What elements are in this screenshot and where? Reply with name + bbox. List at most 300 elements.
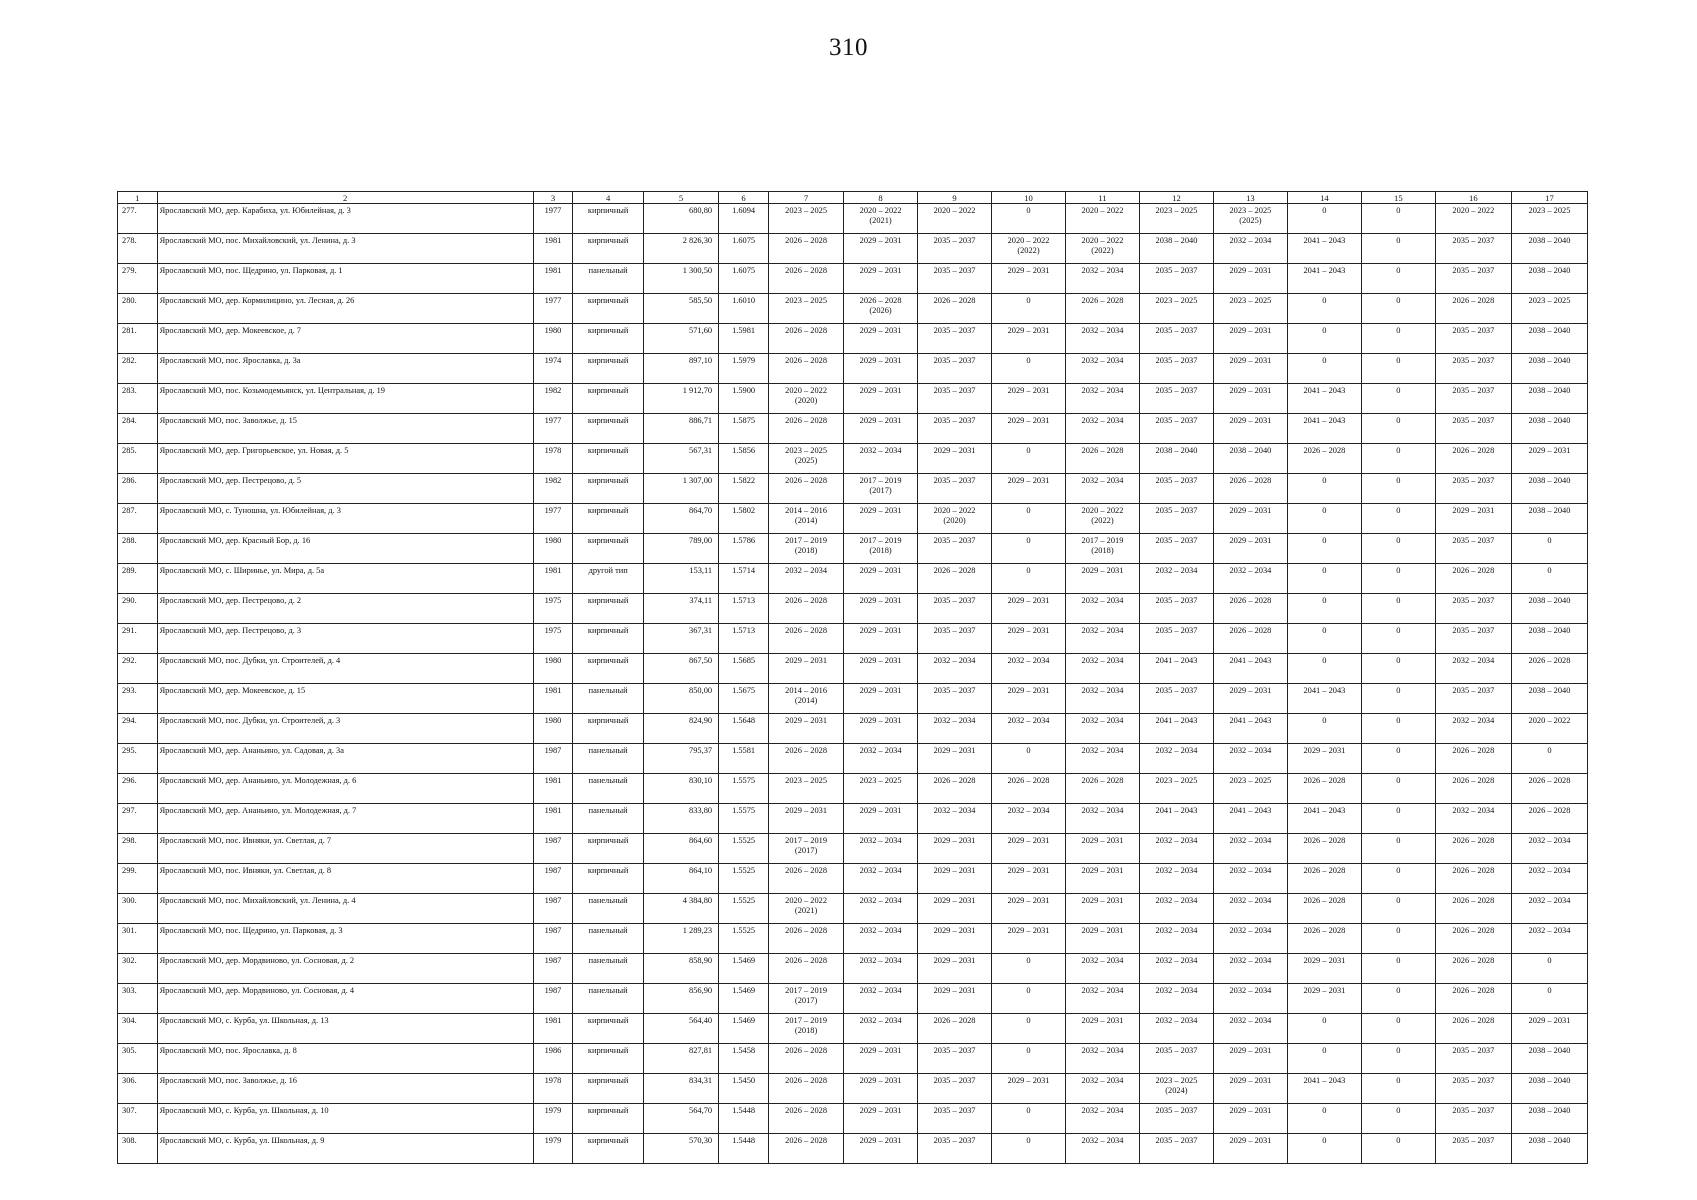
period-basement-cell: 2038 – 2040	[1511, 384, 1587, 414]
area-cell: 897,10	[644, 354, 719, 384]
column-number-9: 9	[918, 192, 992, 204]
period-cold-water-cell: 2032 – 2034	[1139, 984, 1213, 1014]
wall-material-cell: кирпичный	[573, 444, 644, 474]
area-cell: 4 384,80	[644, 894, 719, 924]
address-cell: Ярославский МО, дер. Ананьино, ул. Молодежная, д. 7	[157, 804, 533, 834]
period-hot-water-cell: 2029 – 2031	[1213, 324, 1287, 354]
wall-material-cell: панельный	[573, 774, 644, 804]
table-row	[118, 414, 1588, 444]
period-heating-cell: 2032 – 2034	[1065, 414, 1139, 444]
address-cell: Ярославский МО, пос. Заволжье, д. 15	[157, 414, 533, 444]
area-cell: 824,90	[644, 714, 719, 744]
period-elevator-cell: 2032 – 2034	[992, 804, 1066, 834]
period-hot-water-cell: 2041 – 2043	[1213, 714, 1287, 744]
period-gas-cell: 0	[1361, 444, 1435, 474]
row-number-cell: 291.	[118, 624, 158, 654]
period-electric-cell: 2026 – 2028	[1435, 984, 1511, 1014]
wall-material-cell: кирпичный	[573, 504, 644, 534]
table-row	[118, 324, 1588, 354]
wall-material-cell: кирпичный	[573, 414, 644, 444]
period-roof-cell: 2032 – 2034	[769, 564, 844, 594]
period-foundation-cell: 2032 – 2034	[918, 804, 992, 834]
period-sewerage-cell: 0	[1287, 624, 1361, 654]
wall-material-cell: панельный	[573, 264, 644, 294]
year-built-cell: 1981	[533, 804, 573, 834]
row-number-cell: 278.	[118, 234, 158, 264]
period-roof-cell	[769, 834, 844, 864]
period-basement-cell: 0	[1511, 984, 1587, 1014]
priority-index-cell: 1.5448	[719, 1104, 769, 1134]
period-facade-cell: 2029 – 2031	[844, 1074, 918, 1104]
period-heating-cell: 2029 – 2031	[1065, 894, 1139, 924]
period-hot-water-cell: 2032 – 2034	[1213, 744, 1287, 774]
period-hot-water-cell: 2029 – 2031	[1213, 354, 1287, 384]
period-roof-cell: 2026 – 2028	[769, 324, 844, 354]
completion-year: (2026)	[869, 306, 892, 315]
priority-index-cell: 1.5802	[719, 504, 769, 534]
period-foundation-cell: 2035 – 2037	[918, 324, 992, 354]
period-hot-water-cell: 2029 – 2031	[1213, 684, 1287, 714]
column-number-2: 2	[157, 192, 533, 204]
table-row	[118, 594, 1588, 624]
period-heating-cell: 2032 – 2034	[1065, 624, 1139, 654]
table-row	[118, 474, 1588, 504]
area-cell: 850,00	[644, 684, 719, 714]
completion-year: (2018)	[794, 546, 818, 555]
area-cell: 1 912,70	[644, 384, 719, 414]
year-built-cell: 1980	[533, 534, 573, 564]
period-basement-cell: 0	[1511, 744, 1587, 774]
address-cell: Ярославский МО, дер. Красный Бор, д. 16	[157, 534, 533, 564]
area-cell: 858,90	[644, 954, 719, 984]
period-facade-cell: 2032 – 2034	[844, 954, 918, 984]
column-number-row	[118, 192, 1588, 204]
wall-material-cell: кирпичный	[573, 594, 644, 624]
period-basement-cell: 2023 – 2025	[1511, 294, 1587, 324]
priority-index-cell: 1.5525	[719, 834, 769, 864]
period-elevator-cell: 2029 – 2031	[992, 834, 1066, 864]
period-cold-water-cell: 2035 – 2037	[1139, 1104, 1213, 1134]
table-row	[118, 1104, 1588, 1134]
period-sewerage-cell: 0	[1287, 474, 1361, 504]
period-facade-cell: 2023 – 2025	[844, 774, 918, 804]
period-sewerage-cell: 2026 – 2028	[1287, 894, 1361, 924]
completion-year: (2017)	[794, 846, 818, 855]
period-roof-cell	[769, 444, 844, 474]
period-sewerage-cell: 2041 – 2043	[1287, 264, 1361, 294]
year-built-cell: 1979	[533, 1104, 573, 1134]
area-cell: 864,10	[644, 864, 719, 894]
address-cell: Ярославский МО, пос. Козьмодемьянск, ул. Центральная, д. 19	[157, 384, 533, 414]
address-cell: Ярославский МО, дер. Мордвиново, ул. Сосновая, д. 4	[157, 984, 533, 1014]
period-foundation-cell: 2032 – 2034	[918, 714, 992, 744]
period-electric-cell: 2029 – 2031	[1435, 504, 1511, 534]
period-gas-cell: 0	[1361, 1044, 1435, 1074]
wall-material-cell: кирпичный	[573, 354, 644, 384]
period-roof-cell: 2026 – 2028	[769, 954, 844, 984]
row-number-cell: 305.	[118, 1044, 158, 1074]
period-roof-cell: 2029 – 2031	[769, 804, 844, 834]
area-cell: 571,60	[644, 324, 719, 354]
address-cell: Ярославский МО, пос. Дубки, ул. Строителей, д. 3	[157, 714, 533, 744]
period-sewerage-cell: 2041 – 2043	[1287, 414, 1361, 444]
column-number-11: 11	[1065, 192, 1139, 204]
period-heating-cell: 2032 – 2034	[1065, 594, 1139, 624]
period-foundation-cell: 2035 – 2037	[918, 1134, 992, 1164]
period-cold-water-cell: 2035 – 2037	[1139, 354, 1213, 384]
period-heating-cell: 2032 – 2034	[1065, 324, 1139, 354]
row-number-cell: 280.	[118, 294, 158, 324]
completion-year: (2020)	[794, 396, 818, 405]
row-number-cell: 303.	[118, 984, 158, 1014]
priority-index-cell: 1.5979	[719, 354, 769, 384]
completion-year: (2021)	[794, 906, 818, 915]
priority-index-cell: 1.5856	[719, 444, 769, 474]
period-range: 2017 – 2019	[1081, 536, 1124, 545]
priority-index-cell: 1.5575	[719, 774, 769, 804]
priority-index-cell: 1.5458	[719, 1044, 769, 1074]
period-range: 2020 – 2022	[785, 386, 828, 395]
completion-year: (2014)	[794, 516, 818, 525]
period-roof-cell: 2026 – 2028	[769, 624, 844, 654]
address-cell: Ярославский МО, пос. Щедрино, ул. Парковая, д. 1	[157, 264, 533, 294]
period-foundation-cell: 2035 – 2037	[918, 414, 992, 444]
period-heating-cell: 2026 – 2028	[1065, 774, 1139, 804]
period-heating-cell: 2026 – 2028	[1065, 294, 1139, 324]
period-electric-cell: 2035 – 2037	[1435, 1104, 1511, 1134]
period-foundation-cell: 2029 – 2031	[918, 834, 992, 864]
wall-material-cell: кирпичный	[573, 294, 644, 324]
address-cell: Ярославский МО, пос. Ярославка, д. 3а	[157, 354, 533, 384]
period-sewerage-cell: 0	[1287, 324, 1361, 354]
year-built-cell: 1982	[533, 384, 573, 414]
period-electric-cell: 2035 – 2037	[1435, 354, 1511, 384]
period-gas-cell: 0	[1361, 984, 1435, 1014]
period-heating-cell	[1065, 234, 1139, 264]
table-row	[118, 1044, 1588, 1074]
table-row	[118, 984, 1588, 1014]
column-number-14: 14	[1287, 192, 1361, 204]
column-number-13: 13	[1213, 192, 1287, 204]
period-hot-water-cell: 2041 – 2043	[1213, 654, 1287, 684]
year-built-cell: 1981	[533, 1014, 573, 1044]
table-row	[118, 624, 1588, 654]
period-roof-cell	[769, 384, 844, 414]
address-cell: Ярославский МО, дер. Пестрецово, д. 3	[157, 624, 533, 654]
period-sewerage-cell: 2026 – 2028	[1287, 864, 1361, 894]
area-cell: 567,31	[644, 444, 719, 474]
period-sewerage-cell: 0	[1287, 594, 1361, 624]
period-hot-water-cell: 2032 – 2034	[1213, 984, 1287, 1014]
period-gas-cell: 0	[1361, 384, 1435, 414]
column-number-6: 6	[719, 192, 769, 204]
row-number-cell: 285.	[118, 444, 158, 474]
completion-year: (2025)	[794, 456, 818, 465]
period-elevator-cell: 0	[992, 204, 1066, 234]
period-cold-water-cell: 2035 – 2037	[1139, 384, 1213, 414]
wall-material-cell: кирпичный	[573, 324, 644, 354]
period-heating-cell: 2032 – 2034	[1065, 1104, 1139, 1134]
year-built-cell: 1978	[533, 444, 573, 474]
priority-index-cell: 1.5469	[719, 984, 769, 1014]
period-facade-cell: 2029 – 2031	[844, 1134, 918, 1164]
period-cold-water-cell: 2035 – 2037	[1139, 534, 1213, 564]
address-cell: Ярославский МО, пос. Ивняки, ул. Светлая, д. 8	[157, 864, 533, 894]
period-basement-cell: 2020 – 2022	[1511, 714, 1587, 744]
period-heating-cell: 2032 – 2034	[1065, 1134, 1139, 1164]
period-roof-cell	[769, 1014, 844, 1044]
period-elevator-cell: 2029 – 2031	[992, 384, 1066, 414]
period-electric-cell: 2035 – 2037	[1435, 1044, 1511, 1074]
period-gas-cell: 0	[1361, 804, 1435, 834]
period-elevator-cell: 2029 – 2031	[992, 594, 1066, 624]
row-number-cell: 294.	[118, 714, 158, 744]
table-row	[118, 744, 1588, 774]
period-roof-cell: 2029 – 2031	[769, 654, 844, 684]
period-electric-cell: 2035 – 2037	[1435, 234, 1511, 264]
priority-index-cell: 1.5525	[719, 924, 769, 954]
column-number-3: 3	[533, 192, 573, 204]
period-facade-cell	[844, 294, 918, 324]
wall-material-cell: кирпичный	[573, 1104, 644, 1134]
area-cell: 830,10	[644, 774, 719, 804]
period-hot-water-cell: 2032 – 2034	[1213, 894, 1287, 924]
row-number-cell: 306.	[118, 1074, 158, 1104]
completion-year: (2022)	[1091, 516, 1114, 525]
period-gas-cell: 0	[1361, 324, 1435, 354]
period-range: 2014 – 2016	[785, 686, 828, 695]
table-row	[118, 204, 1588, 234]
period-foundation-cell: 2035 – 2037	[918, 354, 992, 384]
period-sewerage-cell: 0	[1287, 654, 1361, 684]
period-elevator-cell: 2029 – 2031	[992, 894, 1066, 924]
table-body	[118, 192, 1588, 1164]
period-hot-water-cell: 2026 – 2028	[1213, 594, 1287, 624]
period-electric-cell: 2026 – 2028	[1435, 564, 1511, 594]
period-basement-cell: 2038 – 2040	[1511, 504, 1587, 534]
period-electric-cell: 2035 – 2037	[1435, 1134, 1511, 1164]
period-range: 2026 – 2028	[859, 296, 902, 305]
period-electric-cell: 2035 – 2037	[1435, 474, 1511, 504]
period-roof-cell: 2026 – 2028	[769, 864, 844, 894]
period-basement-cell: 2038 – 2040	[1511, 414, 1587, 444]
period-basement-cell: 2023 – 2025	[1511, 204, 1587, 234]
period-gas-cell: 0	[1361, 954, 1435, 984]
row-number-cell: 279.	[118, 264, 158, 294]
row-number-cell: 307.	[118, 1104, 158, 1134]
address-cell: Ярославский МО, пос. Михайловский, ул. Ленина, д. 4	[157, 894, 533, 924]
period-facade-cell: 2032 – 2034	[844, 984, 918, 1014]
table-row	[118, 834, 1588, 864]
period-foundation-cell: 2035 – 2037	[918, 1074, 992, 1104]
period-roof-cell: 2026 – 2028	[769, 1044, 844, 1074]
period-cold-water-cell: 2032 – 2034	[1139, 864, 1213, 894]
period-hot-water-cell: 2029 – 2031	[1213, 264, 1287, 294]
period-elevator-cell: 2029 – 2031	[992, 474, 1066, 504]
row-number-cell: 277.	[118, 204, 158, 234]
period-roof-cell	[769, 984, 844, 1014]
period-sewerage-cell: 2041 – 2043	[1287, 804, 1361, 834]
period-heating-cell: 2029 – 2031	[1065, 1014, 1139, 1044]
period-facade-cell: 2029 – 2031	[844, 684, 918, 714]
period-cold-water-cell: 2035 – 2037	[1139, 414, 1213, 444]
period-facade-cell: 2029 – 2031	[844, 1044, 918, 1074]
period-elevator-cell: 2029 – 2031	[992, 684, 1066, 714]
period-gas-cell: 0	[1361, 894, 1435, 924]
period-elevator-cell: 2029 – 2031	[992, 414, 1066, 444]
period-heating-cell: 2029 – 2031	[1065, 924, 1139, 954]
row-number-cell: 283.	[118, 384, 158, 414]
period-gas-cell: 0	[1361, 744, 1435, 774]
address-cell: Ярославский МО, пос. Ярославка, д. 8	[157, 1044, 533, 1074]
table-row	[118, 444, 1588, 474]
priority-index-cell: 1.5450	[719, 1074, 769, 1104]
period-foundation-cell: 2035 – 2037	[918, 1044, 992, 1074]
area-cell: 833,80	[644, 804, 719, 834]
period-sewerage-cell: 2029 – 2031	[1287, 954, 1361, 984]
period-facade-cell: 2029 – 2031	[844, 1104, 918, 1134]
period-gas-cell: 0	[1361, 474, 1435, 504]
period-range: 2017 – 2019	[785, 836, 828, 845]
period-basement-cell: 2038 – 2040	[1511, 594, 1587, 624]
period-cold-water-cell: 2035 – 2037	[1139, 684, 1213, 714]
period-cold-water-cell: 2032 – 2034	[1139, 924, 1213, 954]
period-electric-cell: 2026 – 2028	[1435, 294, 1511, 324]
period-roof-cell: 2023 – 2025	[769, 204, 844, 234]
year-built-cell: 1974	[533, 354, 573, 384]
period-cold-water-cell: 2023 – 2025	[1139, 774, 1213, 804]
priority-index-cell: 1.6075	[719, 234, 769, 264]
period-heating-cell: 2032 – 2034	[1065, 684, 1139, 714]
period-elevator-cell: 2029 – 2031	[992, 624, 1066, 654]
wall-material-cell: панельный	[573, 894, 644, 924]
address-cell: Ярославский МО, с. Курба, ул. Школьная, д. 9	[157, 1134, 533, 1164]
repair-schedule-table	[117, 191, 1588, 1164]
period-gas-cell: 0	[1361, 654, 1435, 684]
period-range: 2017 – 2019	[785, 1016, 828, 1025]
period-facade-cell: 2029 – 2031	[844, 714, 918, 744]
period-basement-cell: 2038 – 2040	[1511, 1104, 1587, 1134]
period-hot-water-cell: 2029 – 2031	[1213, 1134, 1287, 1164]
period-facade-cell: 2032 – 2034	[844, 894, 918, 924]
wall-material-cell: панельный	[573, 984, 644, 1014]
table-row	[118, 774, 1588, 804]
year-built-cell: 1977	[533, 504, 573, 534]
period-sewerage-cell: 0	[1287, 1104, 1361, 1134]
period-basement-cell: 2026 – 2028	[1511, 774, 1587, 804]
period-range: 2023 – 2025	[1155, 1076, 1198, 1085]
address-cell: Ярославский МО, дер. Ананьино, ул. Садовая, д. 3а	[157, 744, 533, 774]
area-cell: 834,31	[644, 1074, 719, 1104]
area-cell: 867,50	[644, 654, 719, 684]
priority-index-cell: 1.5525	[719, 864, 769, 894]
period-hot-water-cell: 2029 – 2031	[1213, 534, 1287, 564]
column-number-17: 17	[1511, 192, 1587, 204]
year-built-cell: 1987	[533, 924, 573, 954]
period-gas-cell: 0	[1361, 1134, 1435, 1164]
period-electric-cell: 2035 – 2037	[1435, 624, 1511, 654]
table-row	[118, 354, 1588, 384]
period-gas-cell: 0	[1361, 714, 1435, 744]
period-facade-cell: 2032 – 2034	[844, 924, 918, 954]
table-row	[118, 1014, 1588, 1044]
address-cell: Ярославский МО, пос. Ивняки, ул. Светлая, д. 7	[157, 834, 533, 864]
period-roof-cell: 2026 – 2028	[769, 594, 844, 624]
area-cell: 680,80	[644, 204, 719, 234]
year-built-cell: 1987	[533, 864, 573, 894]
period-foundation-cell: 2029 – 2031	[918, 984, 992, 1014]
priority-index-cell: 1.5822	[719, 474, 769, 504]
period-heating-cell: 2029 – 2031	[1065, 864, 1139, 894]
period-sewerage-cell: 2041 – 2043	[1287, 1074, 1361, 1104]
row-number-cell: 290.	[118, 594, 158, 624]
address-cell: Ярославский МО, с. Курба, ул. Школьная, д. 10	[157, 1104, 533, 1134]
period-hot-water-cell: 2032 – 2034	[1213, 954, 1287, 984]
period-range: 2017 – 2019	[859, 536, 902, 545]
priority-index-cell: 1.6075	[719, 264, 769, 294]
period-gas-cell: 0	[1361, 774, 1435, 804]
row-number-cell: 304.	[118, 1014, 158, 1044]
period-gas-cell: 0	[1361, 564, 1435, 594]
table-row	[118, 504, 1588, 534]
period-electric-cell: 2026 – 2028	[1435, 774, 1511, 804]
period-elevator-cell: 0	[992, 564, 1066, 594]
period-electric-cell: 2032 – 2034	[1435, 654, 1511, 684]
period-heating-cell: 2032 – 2034	[1065, 804, 1139, 834]
period-facade-cell: 2032 – 2034	[844, 1014, 918, 1044]
area-cell: 795,37	[644, 744, 719, 774]
period-basement-cell: 2032 – 2034	[1511, 864, 1587, 894]
period-basement-cell: 0	[1511, 564, 1587, 594]
period-range: 2017 – 2019	[785, 536, 828, 545]
wall-material-cell: кирпичный	[573, 864, 644, 894]
area-cell: 789,00	[644, 534, 719, 564]
period-heating-cell: 2020 – 2022	[1065, 204, 1139, 234]
year-built-cell: 1980	[533, 714, 573, 744]
year-built-cell: 1980	[533, 654, 573, 684]
period-elevator-cell: 2032 – 2034	[992, 714, 1066, 744]
period-roof-cell	[769, 894, 844, 924]
period-facade-cell: 2032 – 2034	[844, 744, 918, 774]
period-electric-cell: 2026 – 2028	[1435, 894, 1511, 924]
priority-index-cell: 1.5648	[719, 714, 769, 744]
period-sewerage-cell: 2026 – 2028	[1287, 774, 1361, 804]
year-built-cell: 1986	[533, 1044, 573, 1074]
period-hot-water-cell: 2041 – 2043	[1213, 804, 1287, 834]
period-hot-water-cell: 2029 – 2031	[1213, 1104, 1287, 1134]
period-roof-cell: 2029 – 2031	[769, 714, 844, 744]
row-number-cell: 301.	[118, 924, 158, 954]
period-basement-cell: 2032 – 2034	[1511, 924, 1587, 954]
period-sewerage-cell: 0	[1287, 504, 1361, 534]
period-facade-cell	[844, 204, 918, 234]
period-facade-cell: 2029 – 2031	[844, 264, 918, 294]
period-foundation-cell	[918, 504, 992, 534]
priority-index-cell: 1.5581	[719, 744, 769, 774]
wall-material-cell: кирпичный	[573, 1074, 644, 1104]
row-number-cell: 284.	[118, 414, 158, 444]
area-cell: 856,90	[644, 984, 719, 1014]
period-foundation-cell: 2029 – 2031	[918, 444, 992, 474]
period-hot-water-cell: 2032 – 2034	[1213, 924, 1287, 954]
wall-material-cell: кирпичный	[573, 1044, 644, 1074]
period-sewerage-cell: 0	[1287, 294, 1361, 324]
period-roof-cell: 2026 – 2028	[769, 474, 844, 504]
priority-index-cell: 1.5786	[719, 534, 769, 564]
area-cell: 1 300,50	[644, 264, 719, 294]
period-cold-water-cell: 2035 – 2037	[1139, 504, 1213, 534]
period-foundation-cell: 2020 – 2022	[918, 204, 992, 234]
